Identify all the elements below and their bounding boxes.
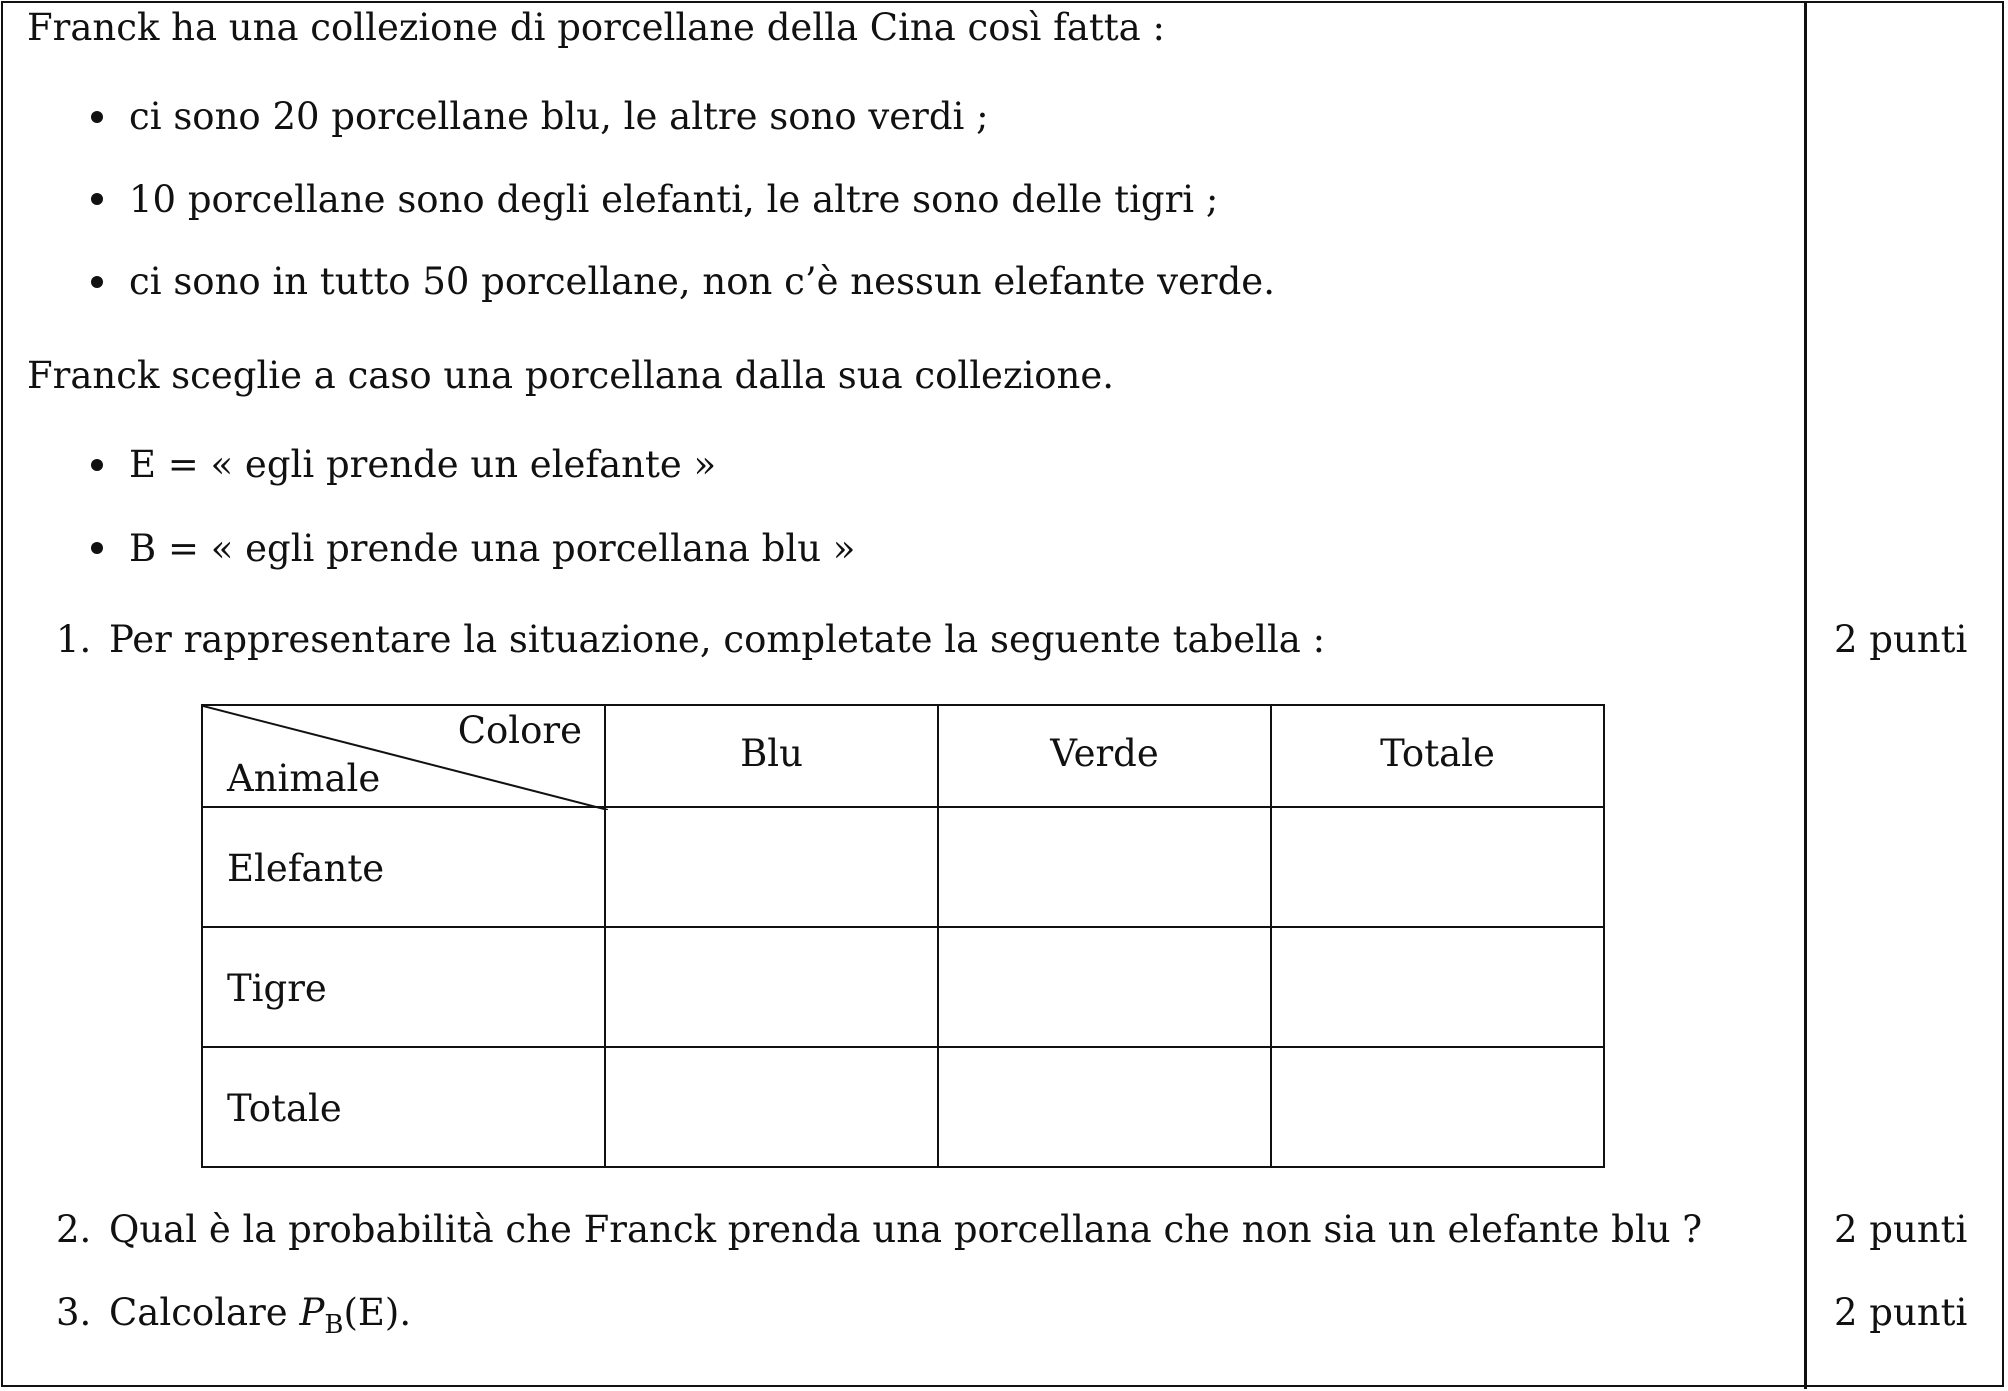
row-header-tigre: Tigre (227, 967, 327, 1010)
column-header-cell (937, 704, 1272, 808)
table-input-cell[interactable] (604, 1046, 939, 1168)
bullet-icon (91, 542, 103, 554)
question-3-prefix: Calcolare (109, 1291, 300, 1334)
table-input-cell[interactable] (1270, 806, 1605, 928)
row-header-cell (201, 926, 606, 1048)
table-input-cell[interactable] (604, 926, 939, 1048)
column-header-cell (1270, 704, 1605, 808)
formula-rest: (E). (343, 1291, 412, 1334)
formula-p: P (299, 1291, 325, 1334)
bullet-icon (91, 276, 103, 288)
table-input-cell[interactable] (937, 1046, 1272, 1168)
question-number: 3. (56, 1291, 92, 1334)
table-input-cell[interactable] (937, 806, 1272, 928)
bullet-icon (91, 111, 103, 123)
row-header-elefante: Elefante (227, 847, 385, 890)
question-2-text: Qual è la probabilità che Franck prenda una porcellana che non sia un elefante blu ? (109, 1208, 1703, 1251)
question-1-text: Per rappresentare la situazione, completate la seguente tabella : (109, 618, 1326, 661)
column-header-blu: Blu (740, 732, 803, 775)
frequency-table (201, 704, 1605, 1168)
event-b: B = « egli prende una porcellana blu » (129, 527, 856, 570)
table-input-cell[interactable] (604, 806, 939, 928)
column-header-verde: Verde (1050, 732, 1159, 775)
question-1-points: 2 punti (1834, 618, 1968, 661)
corner-label-animale: Animale (227, 757, 381, 800)
question-number: 1. (56, 618, 92, 661)
column-header-totale: Totale (1380, 732, 1495, 775)
row-header-totale: Totale (227, 1087, 342, 1130)
formula-subscript: B (324, 1310, 344, 1340)
question-3-text (109, 1291, 412, 1340)
fact-item: ci sono 20 porcellane blu, le altre sono verdi ; (129, 95, 989, 138)
question-2-points: 2 punti (1834, 1208, 1968, 1251)
table-input-cell[interactable] (937, 926, 1272, 1048)
table-corner-cell (201, 704, 606, 808)
table-input-cell[interactable] (1270, 926, 1605, 1048)
column-header-cell (604, 704, 939, 808)
points-column-divider (1804, 1, 1807, 1389)
question-3-points: 2 punti (1834, 1291, 1968, 1334)
corner-label-colore: Colore (457, 709, 582, 752)
row-header-cell (201, 806, 606, 928)
bullet-icon (91, 459, 103, 471)
event-e: E = « egli prende un elefante » (129, 443, 717, 486)
fact-item: 10 porcellane sono degli elefanti, le altre sono delle tigri ; (129, 178, 1219, 221)
bullet-icon (91, 193, 103, 205)
fact-item: ci sono in tutto 50 porcellane, non c’è nessun elefante verde. (129, 260, 1275, 303)
choice-sentence: Franck sceglie a caso una porcellana dalla sua collezione. (27, 354, 1115, 397)
row-header-cell (201, 1046, 606, 1168)
intro-text: Franck ha una collezione di porcellane della Cina così fatta : (27, 6, 1165, 49)
table-input-cell[interactable] (1270, 1046, 1605, 1168)
question-number: 2. (56, 1208, 92, 1251)
